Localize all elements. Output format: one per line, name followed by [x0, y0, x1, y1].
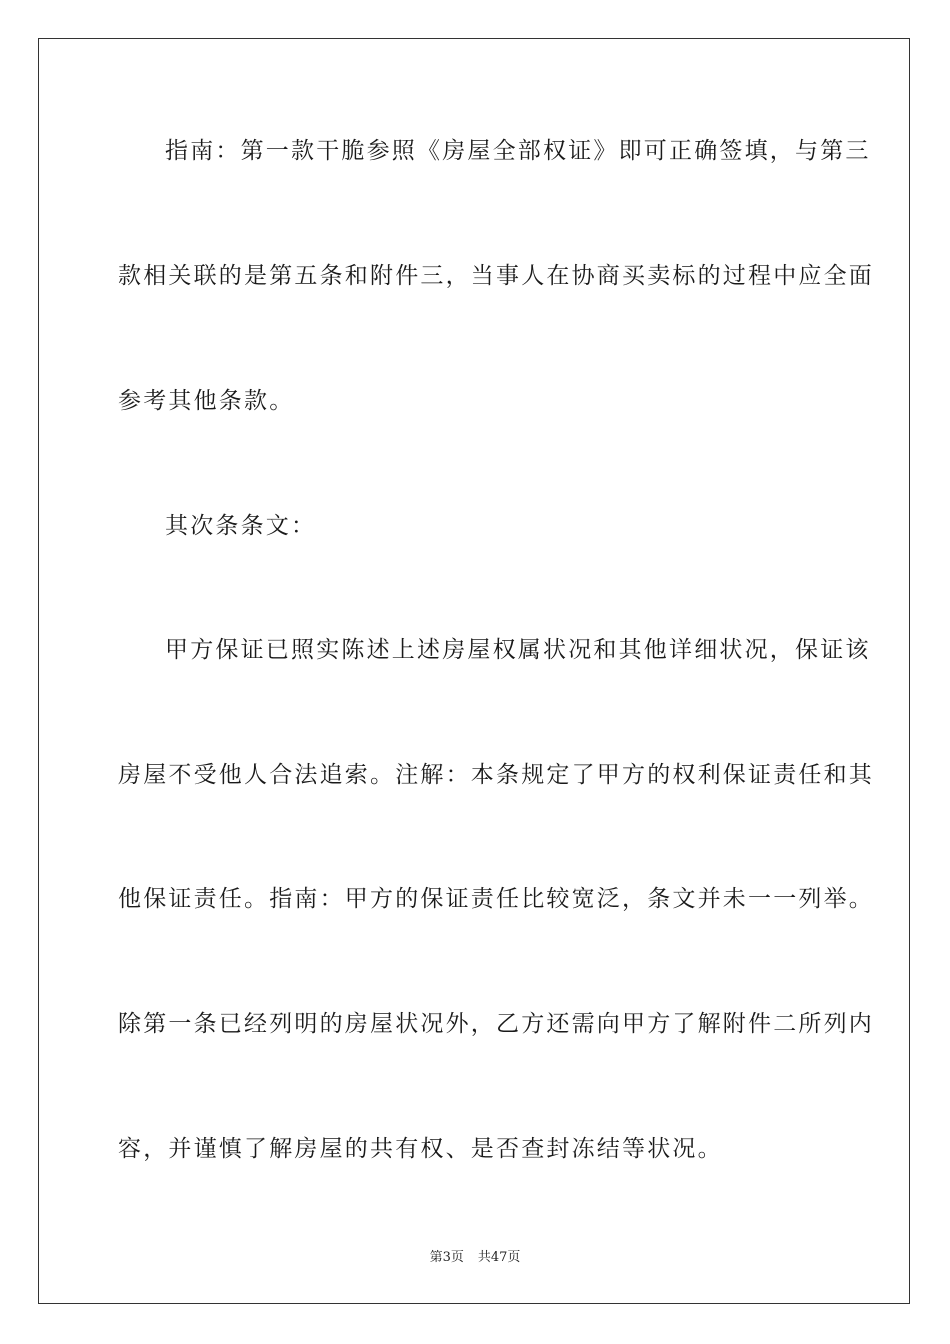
paragraph-line-2: 款相关联的是第五条和附件三，当事人在协商买卖标的过程中应全面 — [118, 263, 874, 289]
paragraph-line-1: 指南：第一款干脆参照《房屋全部权证》即可正确签填，与第三 — [165, 138, 871, 164]
page-number: 第3页 — [429, 1250, 464, 1265]
paragraph-line-6: 房屋不受他人合法追索。注解：本条规定了甲方的权利保证责任和其 — [118, 762, 874, 788]
page-total: 共47页 — [477, 1250, 521, 1265]
page-border — [38, 38, 910, 1304]
paragraph-line-3: 参考其他条款。 — [118, 388, 295, 414]
paragraph-line-7: 他保证责任。指南：甲方的保证责任比较宽泛，条文并未一一列举。 — [118, 886, 874, 912]
paragraph-line-9: 容，并谨慎了解房屋的共有权、是否查封冻结等状况。 — [118, 1136, 723, 1162]
section-heading: 其次条条文： — [165, 513, 317, 539]
paragraph-line-5: 甲方保证已照实陈述上述房屋权属状况和其他详细状况，保证该 — [165, 637, 871, 663]
paragraph-line-8: 除第一条已经列明的房屋状况外，乙方还需向甲方了解附件二所列内 — [118, 1011, 874, 1037]
page-footer — [0, 1246, 950, 1265]
